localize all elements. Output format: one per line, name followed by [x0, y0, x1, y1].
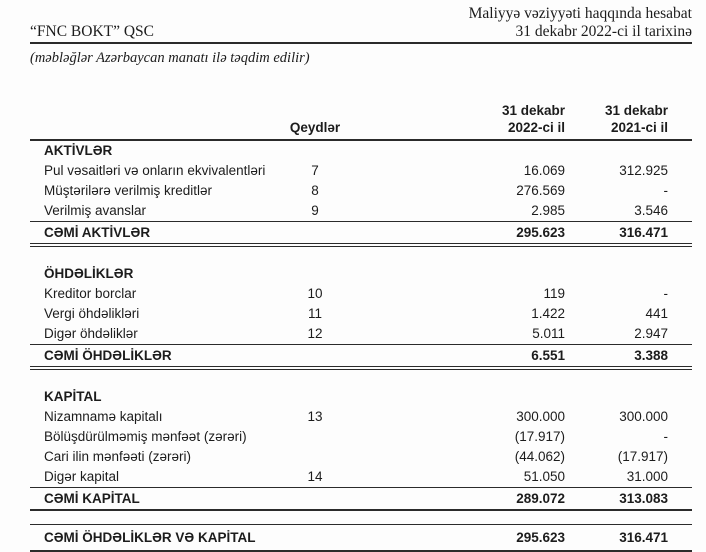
total-label: CƏMİ AKTİVLƏR [44, 225, 151, 240]
company-name: “FNC BOKT” QSC [30, 23, 155, 40]
table-header-row [30, 102, 692, 141]
header-notes: Qeydlər [289, 120, 341, 135]
total-note [275, 488, 355, 509]
row-value-2022: 16.069 [523, 163, 565, 178]
grand-total-row [30, 524, 692, 552]
section-title-assets: AKTİVLƏR [44, 143, 113, 158]
total-note [275, 222, 355, 243]
row-note [275, 427, 355, 447]
table-row [30, 407, 692, 427]
table-row [30, 427, 692, 447]
grand-total-value-2022: 295.623 [516, 530, 565, 545]
row-value-2022: 51.050 [523, 469, 565, 484]
header-2021: 31 dekabr 2021-ci il [604, 103, 668, 135]
row-value-2021: 3.546 [634, 203, 668, 218]
row-label: Müştərilərə verilmiş kreditlər [44, 183, 213, 198]
section-title-liabilities: ÖHDƏLİKLƏR [44, 266, 134, 281]
table-row [30, 181, 692, 201]
table-row [30, 201, 692, 221]
row-label: Cari ilin mənfəəti (zərəri) [44, 449, 192, 464]
row-label: Verilmiş avanslar [44, 203, 147, 218]
row-label: Bölüşdürülməmiş mənfəət (zərəri) [44, 429, 247, 444]
row-value-2022: 276.569 [516, 183, 565, 198]
row-note: 8 [311, 183, 319, 198]
row-label: Vergi öhdəlikləri [44, 306, 140, 321]
total-note [275, 345, 355, 366]
row-note: 14 [307, 469, 323, 484]
balance-sheet-table [30, 102, 692, 552]
row-value-2021: - [663, 183, 668, 198]
row-note: 10 [307, 286, 323, 301]
row-label: Nizamnamə kapitalı [44, 409, 163, 424]
section-gap [30, 247, 692, 264]
grand-total-value-2021: 316.471 [619, 530, 668, 545]
table-row [30, 161, 692, 181]
row-value-2021: 31.000 [626, 469, 668, 484]
row-value-2022: 119 [543, 286, 565, 301]
table-row [30, 304, 692, 324]
row-value-2021: 300.000 [619, 409, 668, 424]
total-value-2022: 6.551 [531, 348, 565, 363]
row-value-2022: (44.062) [514, 449, 565, 464]
row-note: 13 [307, 409, 323, 424]
row-note: 12 [307, 326, 323, 341]
section-title-equity: KAPİTAL [44, 389, 102, 404]
total-value-2022: 295.623 [516, 225, 565, 240]
row-value-2021: 441 [645, 306, 668, 321]
table-row [30, 447, 692, 467]
row-value-2021: 312.925 [619, 163, 668, 178]
table-row [30, 324, 692, 344]
row-value-2021: 2.947 [634, 326, 668, 341]
report-title-line2: 31 dekabr 2022-ci il tarixinə [515, 23, 692, 40]
grand-total-label: CƏMİ ÖHDƏLİKLƏR VƏ KAPİTAL [44, 530, 256, 545]
row-value-2021: - [663, 429, 668, 444]
total-row-assets [30, 221, 692, 247]
total-row-equity [30, 487, 692, 511]
report-title [469, 5, 692, 41]
row-value-2022: 1.422 [531, 306, 565, 321]
row-value-2022: 2.985 [531, 203, 565, 218]
row-note [275, 447, 355, 467]
row-label: Digər kapital [44, 469, 120, 484]
row-label: Kreditor borclar [44, 286, 137, 301]
section-gap [30, 370, 692, 387]
table-row [30, 467, 692, 487]
row-note: 7 [311, 163, 319, 178]
currency-note: (məbləğlər Azərbaycan manatı ilə təqdim edilir) [30, 50, 310, 66]
grand-total-note [275, 525, 355, 550]
total-value-2021: 3.388 [634, 348, 668, 363]
report-title-line1: Maliyyə vəziyyəti haqqında hesabat [468, 5, 692, 22]
total-value-2022: 289.072 [516, 491, 565, 506]
row-value-2022: (17.917) [514, 429, 565, 444]
row-label: Pul vəsaitləri və onların ekvivalentləri [44, 163, 266, 178]
row-value-2022: 300.000 [516, 409, 565, 424]
row-value-2021: - [663, 286, 668, 301]
total-label: CƏMİ ÖHDƏLİKLƏR [44, 348, 172, 363]
header-empty-cell [30, 102, 275, 139]
row-label: Digər öhdəliklər [44, 326, 138, 341]
table-row [30, 284, 692, 304]
total-value-2021: 313.083 [619, 491, 668, 506]
document-header [30, 5, 692, 44]
header-2022: 31 dekabr 2022-ci il [501, 103, 565, 135]
total-value-2021: 316.471 [619, 225, 668, 240]
row-value-2022: 5.011 [532, 326, 565, 341]
row-note: 9 [311, 203, 319, 218]
row-value-2021: (17.917) [617, 449, 668, 464]
total-label: CƏMİ KAPİTAL [44, 491, 140, 506]
row-note: 11 [307, 306, 322, 321]
total-row-liabilities [30, 344, 692, 370]
